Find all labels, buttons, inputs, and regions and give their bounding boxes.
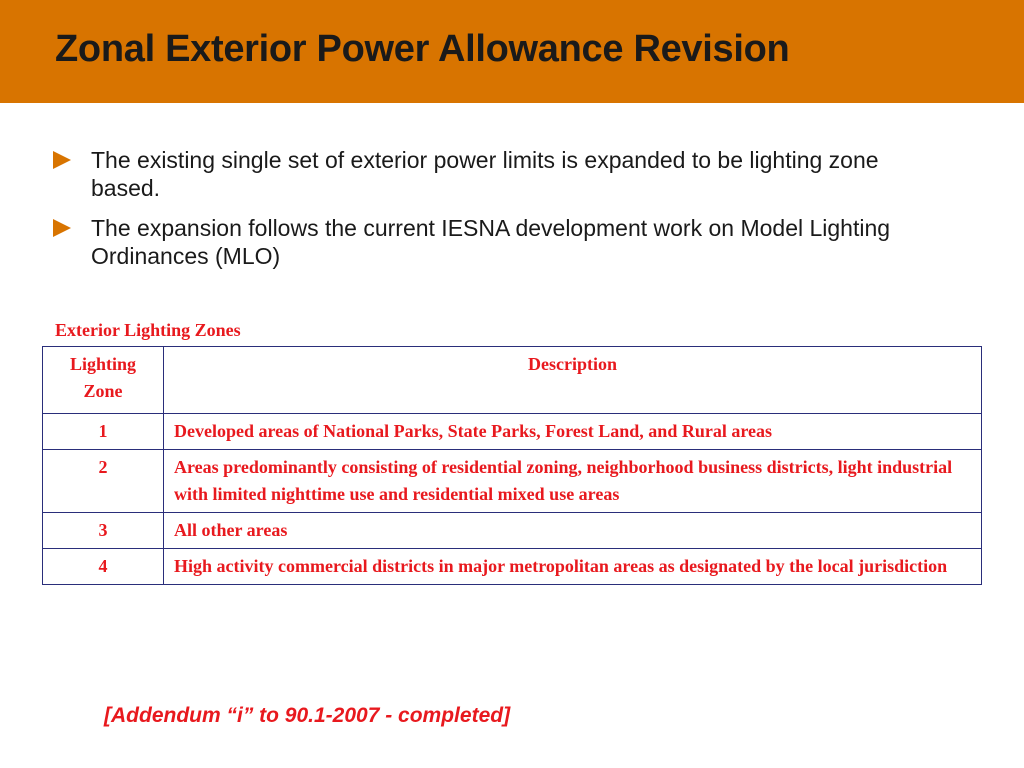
lighting-zones-table (42, 346, 982, 585)
table-row (43, 450, 982, 513)
bullet-text: The expansion follows the current IESNA development work on Model Lighting Ordinances (MLO) (91, 215, 891, 269)
table-header-row (43, 347, 982, 414)
triangle-right-icon (53, 219, 71, 237)
bullet-list (53, 146, 953, 282)
table-row (43, 549, 982, 585)
bullet-text: The existing single set of exterior power limits is expanded to be lighting zone based. (91, 147, 879, 201)
table-row (43, 513, 982, 549)
addendum-note: [Addendum “i” to 90.1-2007 - completed] (104, 704, 511, 727)
zone-cell: 1 (43, 414, 164, 450)
description-cell: High activity commercial districts in major metropolitan areas as designated by the local jurisdiction (164, 549, 982, 585)
triangle-right-icon (53, 151, 71, 169)
zone-cell: 2 (43, 450, 164, 513)
description-cell: All other areas (164, 513, 982, 549)
header-description: Description (164, 347, 982, 414)
header-lighting-zone: Lighting Zone (43, 347, 164, 414)
bullet-item (53, 146, 953, 202)
zone-cell: 4 (43, 549, 164, 585)
title-bar (0, 0, 1024, 103)
table-caption: Exterior Lighting Zones (55, 320, 241, 340)
slide-title: Zonal Exterior Power Allowance Revision (55, 28, 790, 70)
bullet-item (53, 214, 953, 270)
table-row (43, 414, 982, 450)
description-cell: Developed areas of National Parks, State Parks, Forest Land, and Rural areas (164, 414, 982, 450)
zone-cell: 3 (43, 513, 164, 549)
description-cell: Areas predominantly consisting of residential zoning, neighborhood business districts, light industrial with limited nighttime use and residential mixed use areas (164, 450, 982, 513)
